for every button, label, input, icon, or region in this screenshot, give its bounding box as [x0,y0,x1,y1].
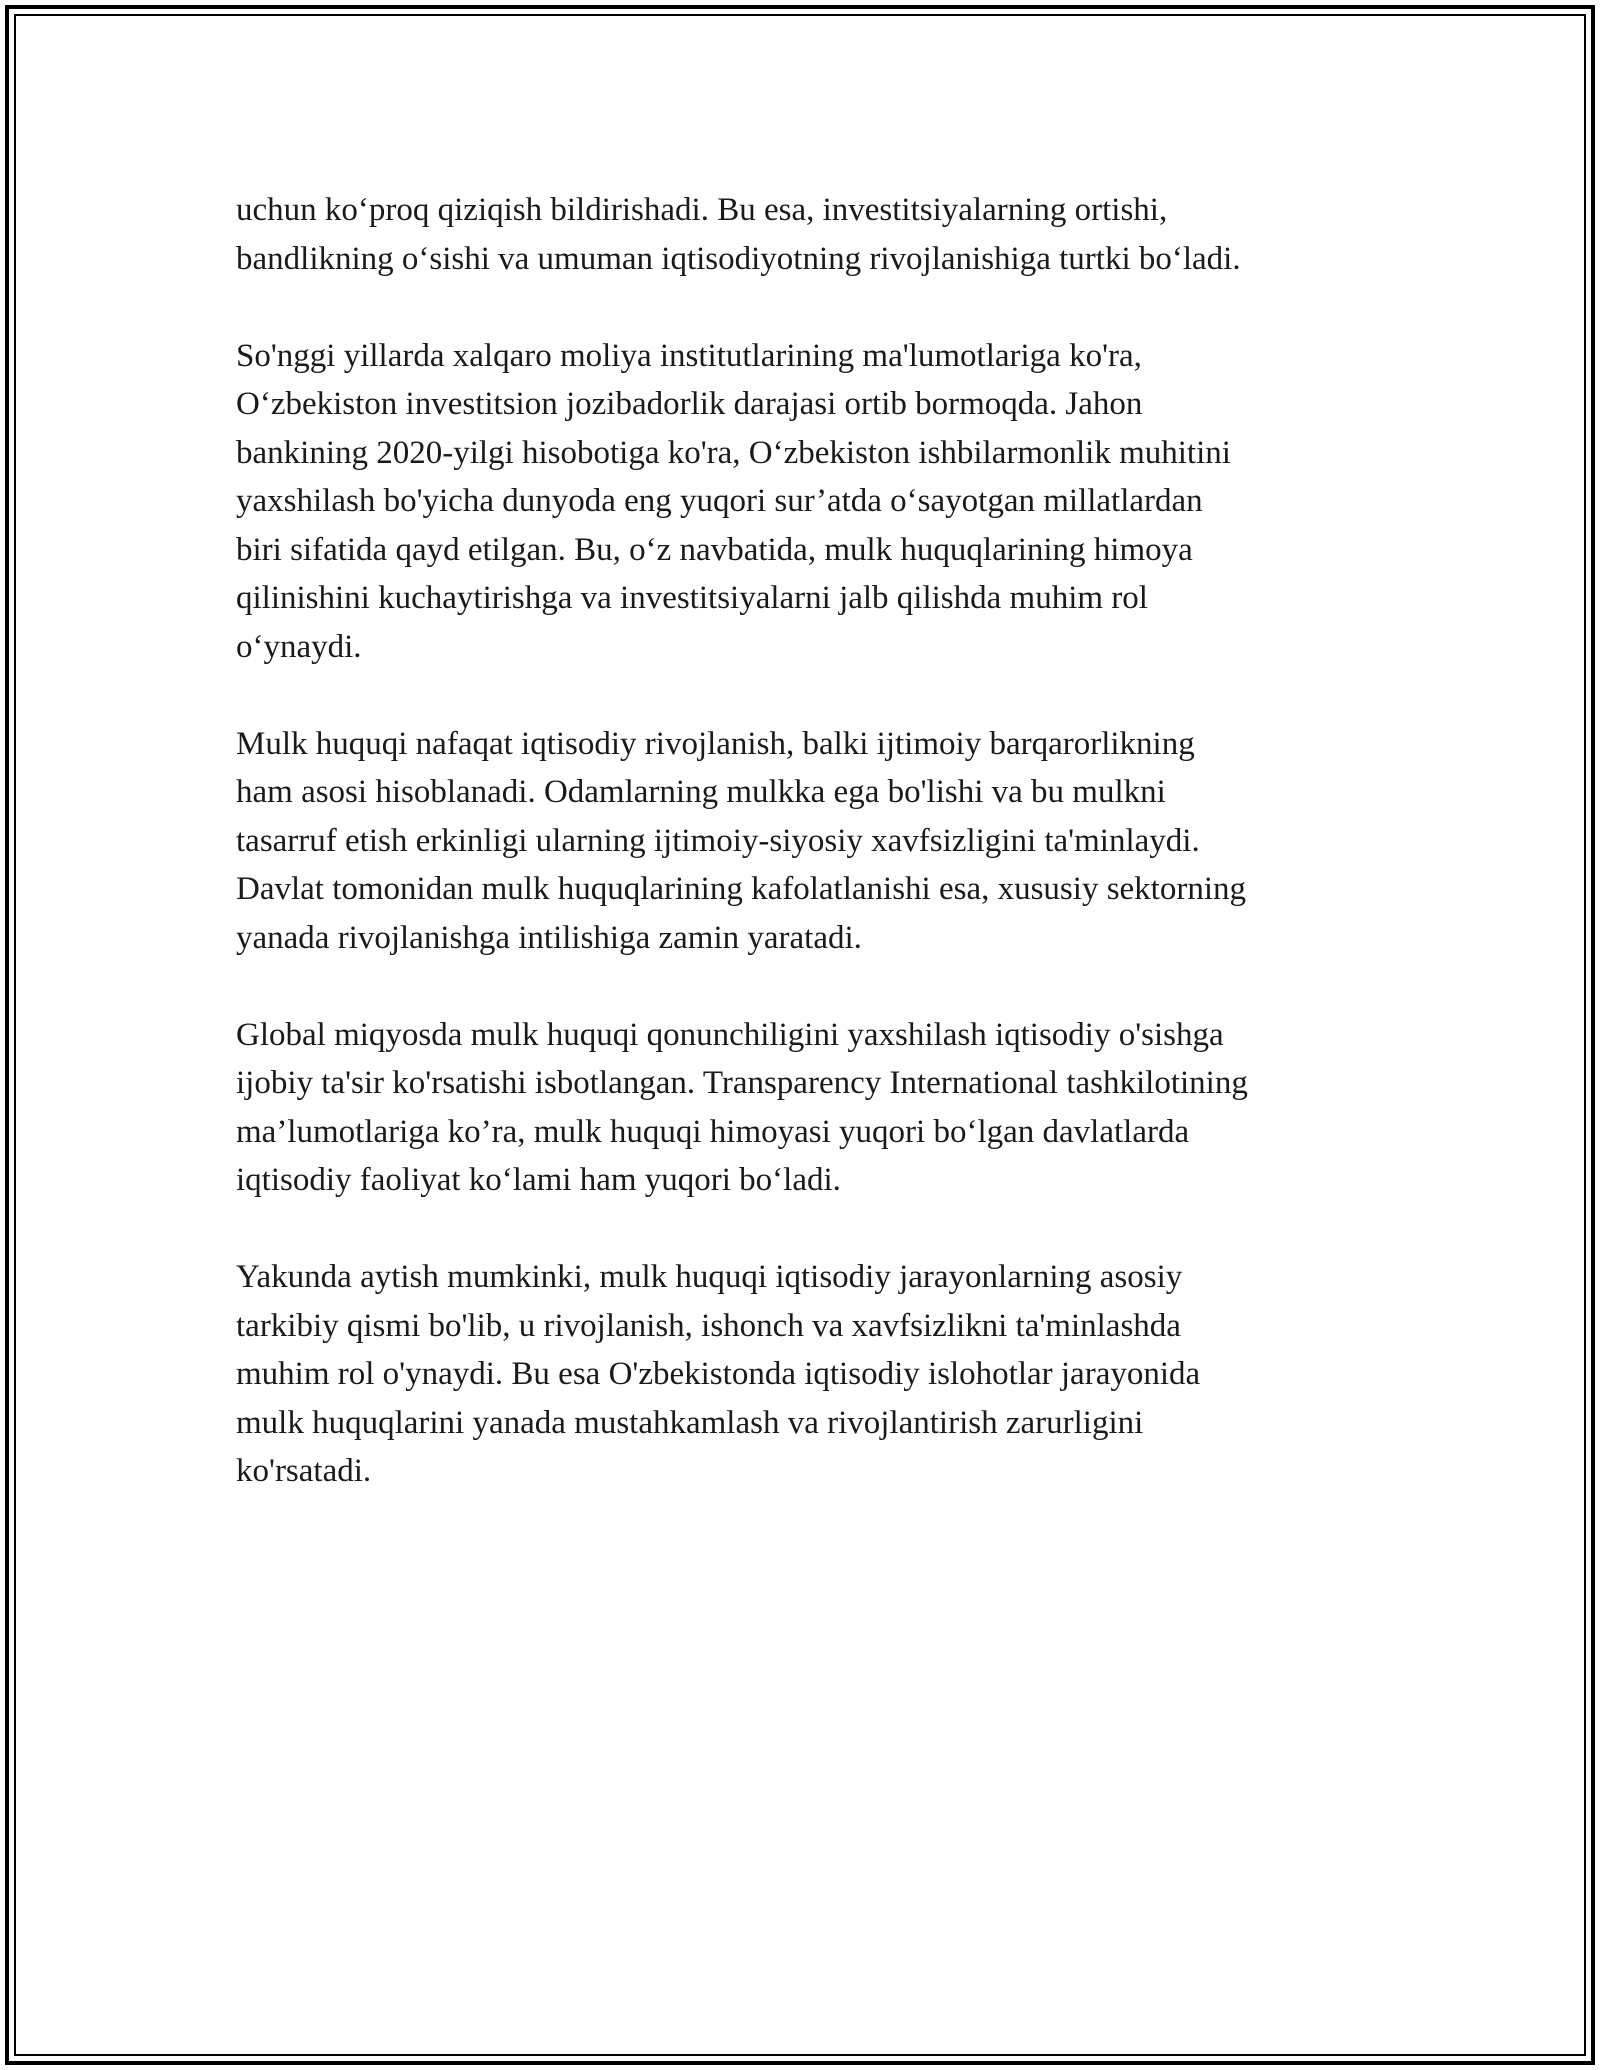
paragraph-4: Global miqyosda mulk huquqi qonunchiligini yaxshilash iqtisodiy o'sishga ijobiy ta'sir ko'rsatishi isbotlangan. Transparency International tashkilotining ma’lumotlariga ko’ra, mulk huquqi himoyasi yuqori bo‘lgan davlatlarda iqtisodiy faoliyat ko‘lami ham yuqori bo‘ladi. [236,1016,1248,1198]
paragraph-1: uchun ko‘proq qiziqish bildirishadi. Bu esa, investitsiyalarning ortishi, bandlikning o‘sishi va umuman iqtisodiyotning rivojlanishiga turtki bo‘ladi. [236,192,1241,277]
paragraph-3: Mulk huquqi nafaqat iqtisodiy rivojlanish, balki ijtimoiy barqarorlikning ham asosi hisoblanadi. Odamlarning mulkka ega bo'lishi va bu mulkni tasarruf etish erkinligi ularning ijtimoiy-siyosiy xavfsizligini ta'minlaydi. Davlat tomonidan mulk huquqlarining kafolatlanishi esa, xususiy sektorning yanada rivojlanishga intilishiga zamin yaratadi. [236,725,1247,956]
paragraph-2: So'nggi yillarda xalqaro moliya institutlarining ma'lumotlariga ko'ra, O‘zbekiston investitsion jozibadorlik darajasi ortib bormoqda. Jahon bankining 2020-yilgi hisobotiga ko'ra, O‘zbekiston ishbilarmonlik muhitini yaxshilash bo'yicha dunyoda eng yuqori sur’atda o‘sayotgan millatlardan biri sifatida qayd etilgan. Bu, o‘z navbatida, mulk huquqlarining himoya qilinishini kuchaytirishga va investitsiyalarni jalb qilishda muhim rol o‘ynaydi. [236,337,1231,665]
document-body [236,186,1366,1544]
paragraph-5: Yakunda aytish mumkinki, mulk huquqi iqtisodiy jarayonlarning asosiy tarkibiy qismi bo'lib, u rivojlanish, ishonch va xavfsizlikni ta'minlashda muhim rol o'ynaydi. Bu esa O'zbekistonda iqtisodiy islohotlar jarayonida mulk huquqlarini yanada mustahkamlash va rivojlantirish zarurligini ko'rsatadi. [236,1259,1201,1489]
